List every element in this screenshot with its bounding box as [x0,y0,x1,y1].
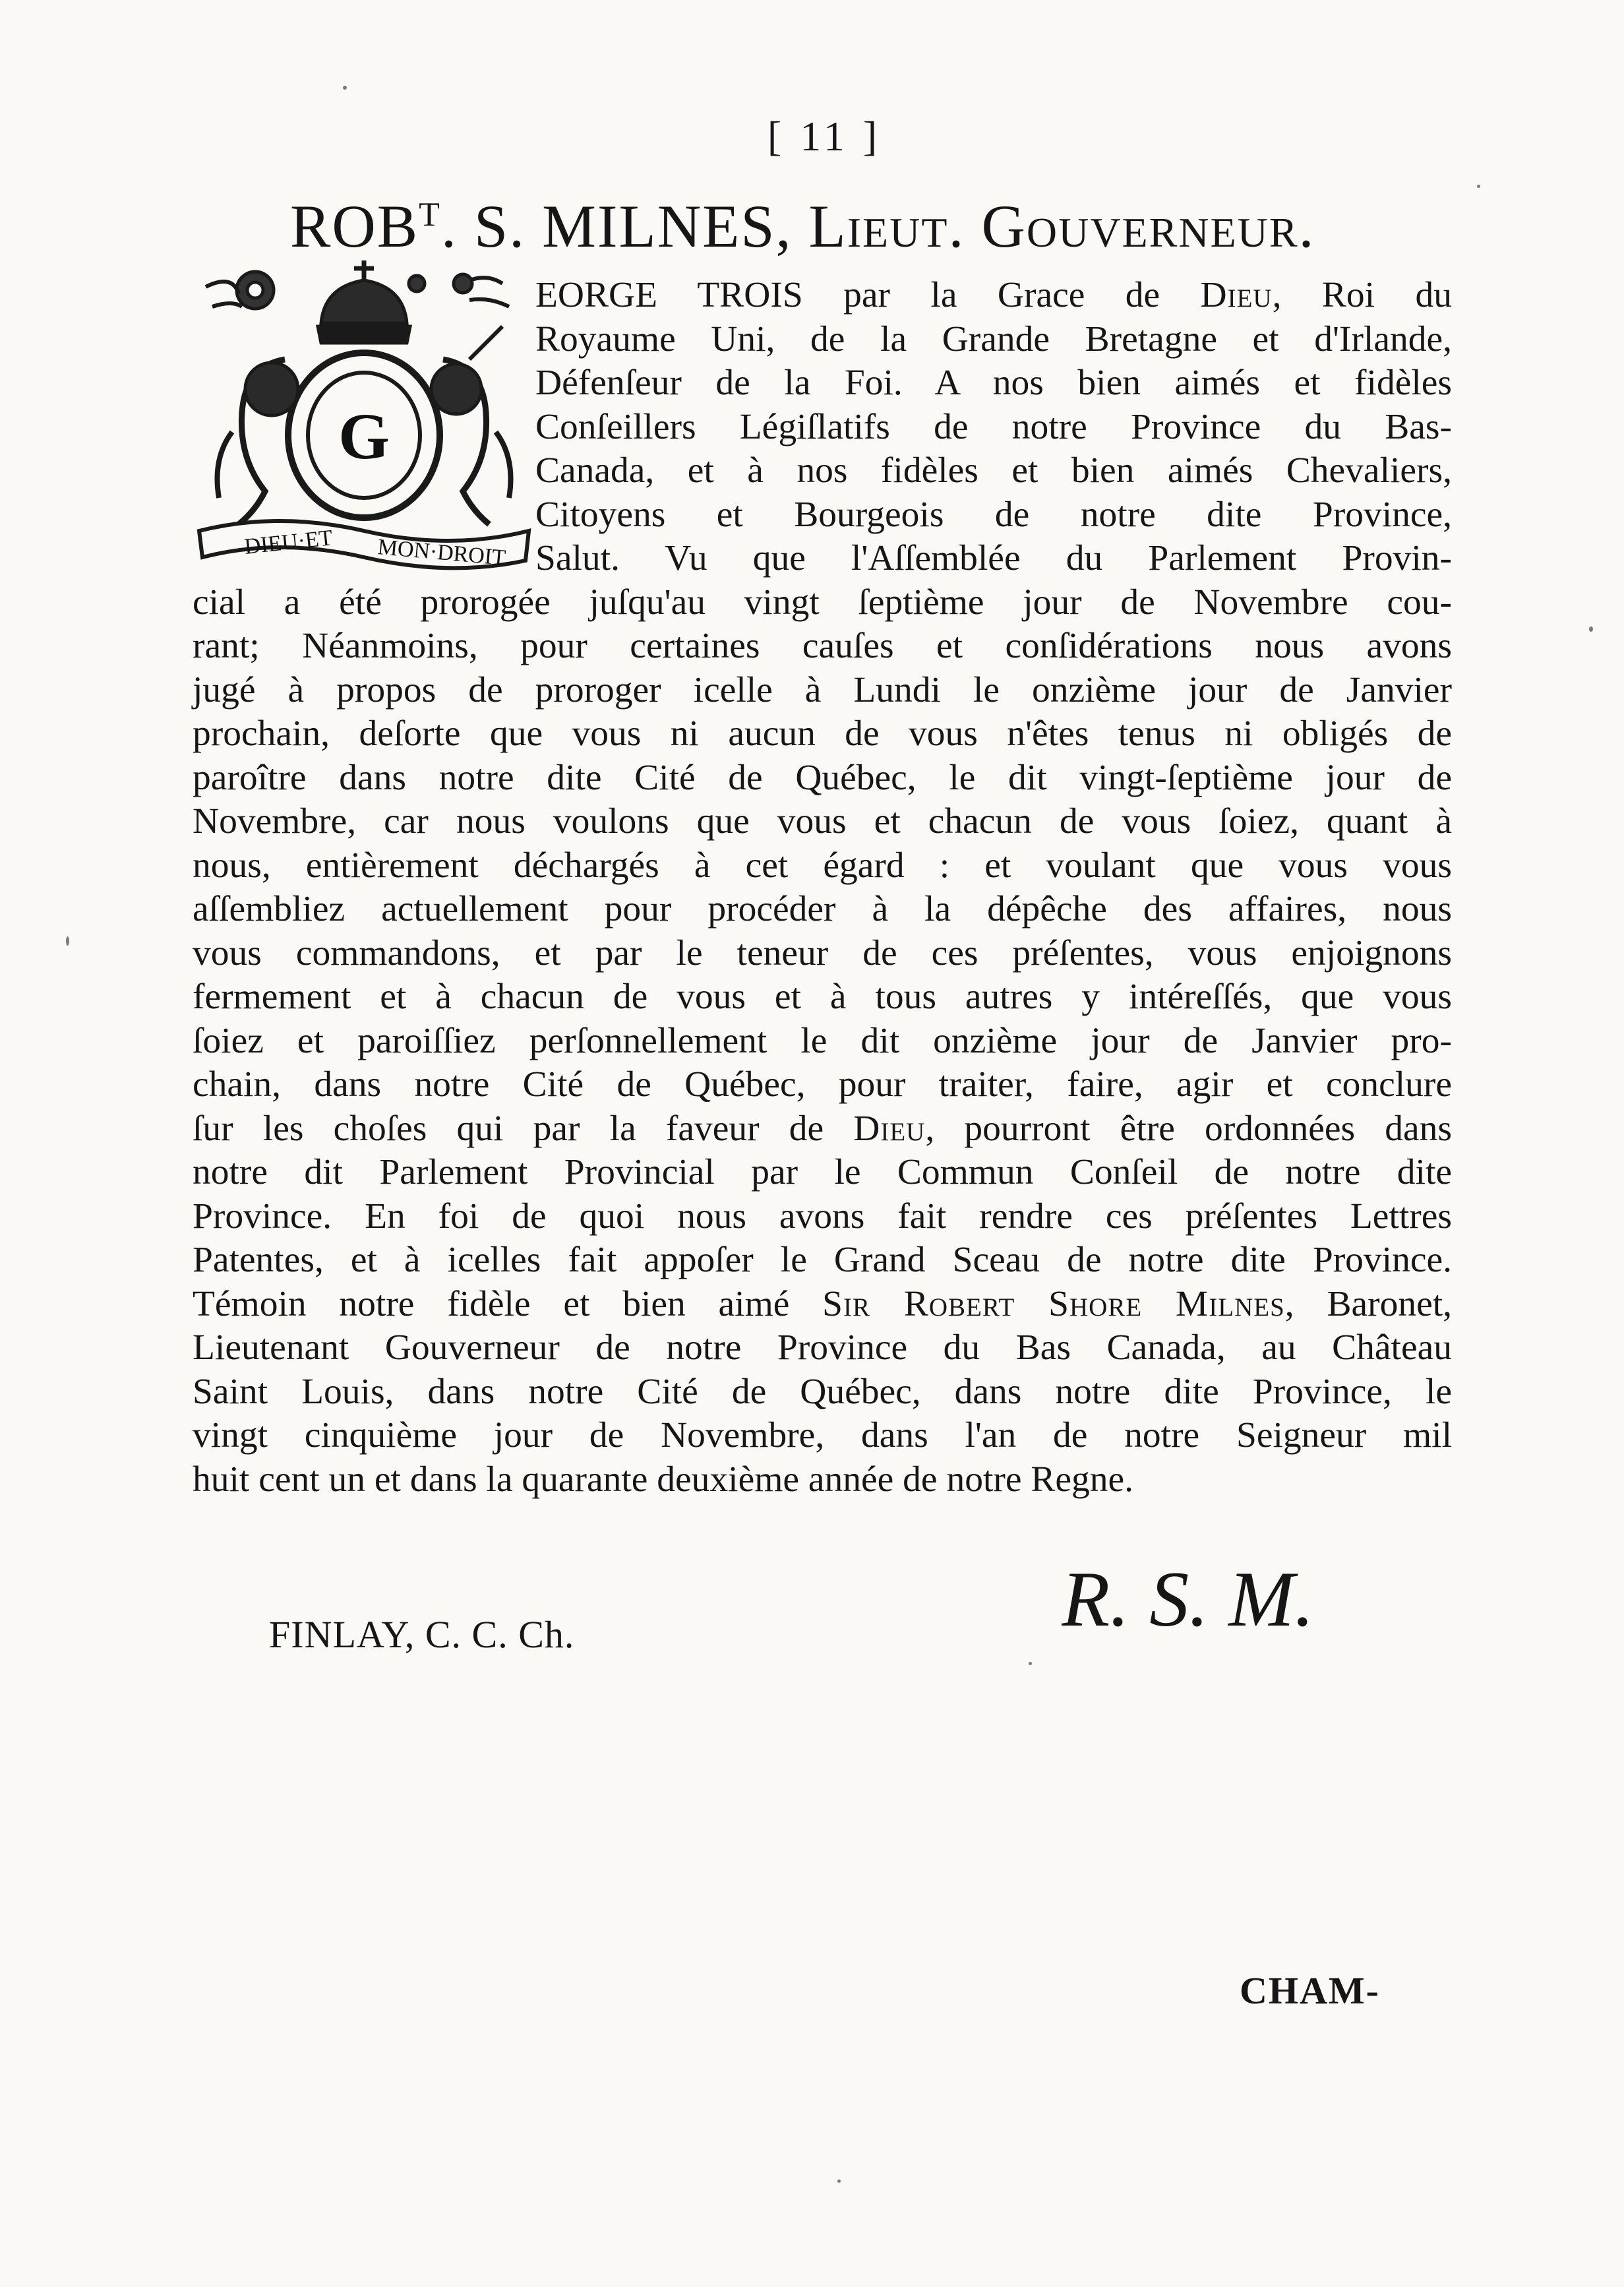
line-text: prochain, deſorte que vous ni aucun de vous n'êtes tenus ni obligés de [193,714,1452,754]
line-text: Défenſeur de la Foi. A nos bien aimés et fidèles [535,363,1452,403]
proclamation-line [193,1326,1452,1370]
scan-speck [1029,1662,1032,1665]
line-text: Salut. Vu que l'Aſſemblée du Parlement Provin- [535,538,1452,578]
line-text: cial a été prorogée juſqu'au vingt ſeptième jour de Novembre cou- [193,582,1452,623]
proclamation-line [535,318,1452,362]
line-text: ſoiez et paroiſſiez perſonnellement le dit onzième jour de Janvier pro- [193,1020,1452,1061]
small-caps-text: Dieu [853,1108,926,1149]
historiated-initial: G [338,400,390,473]
line-text: , pourront être ordonnées dans [925,1108,1452,1149]
scan-speck [837,2180,841,2183]
signature-text: R. S. M. [1062,1555,1315,1643]
line-text: Citoyens et Bourgeois de notre dite Province, [535,494,1452,535]
proclamation-line [193,1414,1452,1458]
line-text: , Baronet, [1284,1283,1453,1324]
line-text: vous commandons, et par le teneur de ces préſentes, vous enjoignons [193,932,1452,973]
line-text: fermement et à chacun de vous et à tous autres y intéreſſés, que vous [193,977,1452,1017]
line-text: aſſembliez actuellement pour procéder à la dépêche des affaires, nous [193,889,1452,929]
motto-right: MON·DROIT [376,535,507,570]
proclamation-line [193,1238,1452,1283]
proclamation-line [193,1107,1452,1151]
line-text: ſur les choſes qui par la faveur de [193,1108,854,1149]
proclamation-body [193,274,1452,1502]
scan-speck [1477,185,1480,188]
proclamation-line [193,625,1452,669]
clerk-attestation: FINLAY, C. C. Ch. [269,1613,575,1656]
small-caps-text: Sir Robert Shore Milnes [822,1283,1285,1324]
line-text: Province. En foi de quoi nous avons fait rendre ces préſentes Lettres [193,1196,1452,1236]
page-number: [ 11 ] [767,113,882,160]
line-text: paroître dans notre dite Cité de Québec, le dit vingt-ſeptième jour de [193,757,1452,798]
proclamation-line [193,800,1452,844]
proclamation-line [193,932,1452,976]
line-text: huit cent un et dans la quarante deuxième année de notre Regne. [193,1459,1134,1500]
line-text: Saint Louis, dans notre Cité de Québec, dans notre dite Province, le [193,1371,1452,1412]
scan-speck [343,86,347,90]
proclamation-line [193,888,1452,932]
heading-rest: . S. MILNES, [440,193,809,260]
line-text: nous, entièrement déchargés à cet égard : et voulant que vous vous [193,845,1452,886]
line-text: , Roi du [1272,275,1452,315]
heading-title: Lieut. Gouverneur. [808,193,1315,260]
proclamation-line [193,669,1452,713]
proclamation-line [193,1063,1452,1107]
proclamation-line [193,756,1452,801]
line-text: Canada, et à nos fidèles et bien aimés Chevaliers, [535,450,1452,491]
proclamation-line [535,361,1452,406]
proclamation-heading [290,191,1411,261]
motto-left: DIEU·ET [243,526,334,559]
line-text: Royaume Uni, de la Grande Bretagne et d'Irlande, [535,319,1452,359]
proclamation-line [535,493,1452,537]
scan-speck [1589,626,1593,632]
proclamation-line [193,1370,1452,1415]
line-text: EORGE TROIS par la Grace de [535,275,1201,315]
catchword: CHAM- [1240,1969,1380,2012]
proclamation-line [193,1020,1452,1064]
small-caps-text: Dieu [1200,275,1273,315]
line-text: Novembre, car nous voulons que vous et chacun de vous ſoiez, quant à [193,801,1452,841]
proclamation-line [535,449,1452,493]
line-text: Témoin notre fidèle et bien aimé [193,1283,823,1324]
line-text: Lieutenant Gouverneur de notre Province du Bas Canada, au Château [193,1327,1452,1368]
proclamation-line [193,581,1452,625]
proclamation-line [193,1195,1452,1239]
line-text: rant; Néanmoins, pour certaines cauſes et conſidérations nous avons [193,626,1452,666]
proclamation-line [535,406,1452,450]
proclamation-line [193,1151,1452,1195]
scan-speck [66,936,69,946]
proclamation-line [535,537,1452,581]
proclamation-line [193,844,1452,888]
line-text: notre dit Parlement Provincial par le Commun Conſeil de notre dite [193,1152,1452,1192]
signature-initials-icon [1062,1543,1404,1655]
heading-name: ROB [290,193,419,260]
heading-name-superscript: T [419,196,441,234]
proclamation-line [535,274,1452,318]
line-text: vingt cinquième jour de Novembre, dans l'an de notre Seigneur mil [193,1415,1452,1455]
line-text: jugé à propos de proroger icelle à Lundi le onzième jour de Janvier [193,669,1452,710]
proclamation-line [193,975,1452,1020]
proclamation-line [193,712,1452,756]
proclamation-line [193,1283,1452,1327]
proclamation-line [193,1458,1452,1502]
line-text: Patentes, et à icelles fait appoſer le Grand Sceau de notre dite Province. [193,1240,1452,1280]
line-text: chain, dans notre Cité de Québec, pour traiter, faire, agir et conclure [193,1064,1452,1105]
line-text: Conſeillers Légiſlatifs de notre Province du Bas- [535,406,1452,447]
